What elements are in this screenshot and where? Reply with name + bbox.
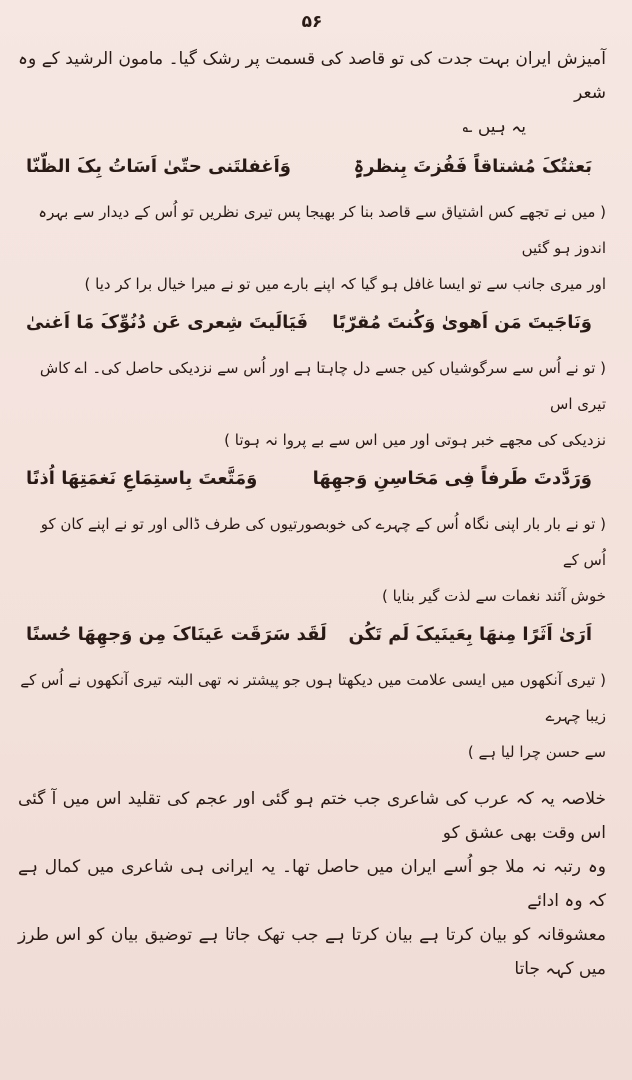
couplet-3-translation-line-2: خوش آئند نغمات سے لذت گیر بنایا ) <box>382 587 606 605</box>
couplet-1-translation <box>18 194 606 302</box>
conclusion-line-2: وہ رتبہ نہ ملا جو اُسے ایران میں حاصل تھا۔ یہ ایرانی ہی شاعری میں کمال ہے کہ وہ ادائے <box>18 857 606 911</box>
couplet-1-hemistich-left: وَاَغفلتَنی حتّیٰ اَسَاتُ بِکَ الظّنّا <box>26 156 291 177</box>
couplet-2 <box>18 306 606 344</box>
couplet-4 <box>18 618 606 656</box>
couplet-3-hemistich-right: وَرَدَّدتَ طَرفاً فِی مَحَاسِنِ وَجھِھَا <box>312 468 592 489</box>
couplet-1-hemistich-right: بَعثتُکَ مُشتاقاً فَفُزتَ بِنظرۃٍ <box>353 156 592 177</box>
couplet-2-hemistich-left: فَیَالَیتَ شِعری عَن دُنُوِّکَ مَا اَغنیٰ <box>26 312 309 333</box>
couplet-2-hemistich-right: وَنَاجَیتَ مَن اَھویٰ وَکُنتَ مُقرّبًا <box>332 312 592 333</box>
couplet-1-translation-line-1: ( میں نے تجھے کس اشتیاق سے قاصد بنا کر بھیجا پس تیری نظریں تو اُس کے دیدار سے بہرہ اندوز ہو گئیں <box>38 203 606 257</box>
couplet-2-translation-line-2: نزدیکی کی مجھے خبر ہوتی اور میں اس سے بے پروا نہ ہوتا ) <box>224 431 606 449</box>
conclusion-line-1: خلاصہ یہ کہ عرب کی شاعری جب ختم ہو گئی اور عجم کی تقلید اس میں آ گئی اس وقت بھی عشق کو <box>18 789 606 843</box>
couplet-4-translation-line-1: ( تیری آنکھوں میں ایسی علامت میں دیکھتا ہوں جو پیشتر نہ تھی البتہ تیری آنکھوں نے اُس کے زیبا چہرے <box>20 671 606 725</box>
intro-line-2: یہ ہیں ؎ <box>462 117 526 137</box>
conclusion-line-3: معشوقانہ کو بیان کرتا ہے بیان کرتا ہے جب تھک جاتا ہے توضیق بیان کو اس طرز میں کہہ جاتا <box>18 925 606 979</box>
couplet-3-translation-line-1: ( تو نے بار بار اپنی نگاہ اُس کے چہرے کی خوبصورتیوں کی طرف ڈالی اور تو نے اپنے کان کو اُس کے <box>41 515 606 569</box>
couplet-2-translation <box>18 350 606 458</box>
couplet-4-hemistich-left: لَقَد سَرَقَت عَینَاکَ مِن وَجھِھَا حُسنًا <box>26 624 327 645</box>
intro-line-1: آمیزش ایران بہت جدت کی تو قاصد کی قسمت پر رشک گیا۔ مامون الرشید کے وہ شعر <box>18 49 606 103</box>
couplet-2-translation-line-1: ( تو نے اُس سے سرگوشیاں کیں جسے دل چاہتا ہے اور اُس سے نزدیکی حاصل کی۔ اے کاش تیری اس <box>40 359 606 413</box>
couplet-3 <box>18 462 606 500</box>
couplet-1 <box>18 150 606 188</box>
page-number: ۵۶ <box>301 12 323 32</box>
couplet-4-hemistich-right: اَرَیٰ اَثَرًا مِنھَا بِعَینَیکَ لَم تَکُن <box>348 624 592 645</box>
couplet-1-translation-line-2: اور میری جانب سے تو ایسا غافل ہو گیا کہ اپنے بارے میں تو نے میرا خیال برا کر دیا ) <box>85 275 606 293</box>
couplet-4-translation-line-2: سے حسن چرا لیا ہے ) <box>468 743 606 761</box>
couplet-3-hemistich-left: وَمَتَّعتَ بِاستِمَاعِ نَغمَتِھَا اُذنًا <box>26 468 258 489</box>
couplet-3-translation <box>18 506 606 614</box>
spacer <box>18 774 606 782</box>
couplet-4-translation <box>18 662 606 770</box>
